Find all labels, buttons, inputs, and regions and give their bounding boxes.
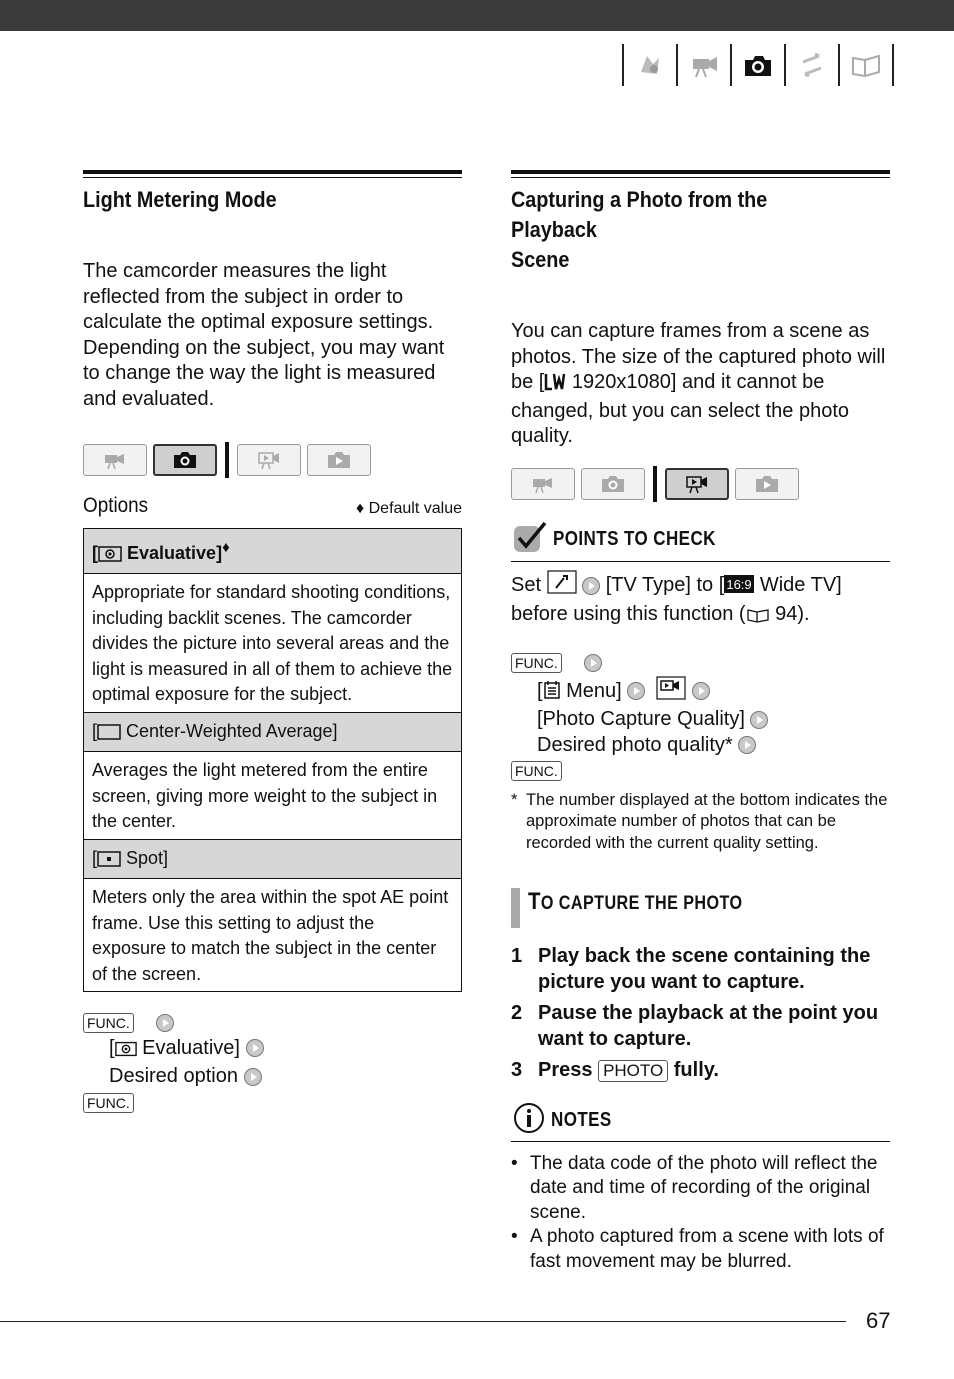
- procedure-step: [511, 676, 890, 708]
- sub-section-header: [511, 888, 890, 928]
- photo-capture-section: [511, 170, 890, 1274]
- procedure-step: [83, 1010, 462, 1036]
- lw-size-icon: [544, 371, 566, 399]
- metering-procedure: [83, 1010, 462, 1115]
- procedure-step: [83, 1064, 462, 1090]
- footnote-mark: *: [511, 790, 518, 809]
- photo-mode-icon: [153, 444, 217, 476]
- intro-part: 1920x1080] and it cannot be changed, but you can select the photo quality.: [511, 371, 850, 448]
- wide-tv-badge-text: 16:9: [726, 576, 752, 592]
- mode-availability: [511, 466, 890, 502]
- arrow-icon: [692, 682, 710, 700]
- movie-icon[interactable]: [676, 44, 730, 86]
- points-to-check-header: [511, 520, 890, 562]
- intro-text: The camcorder measures the light reflected from the subject in order to calculate the optimal exposure settings. Depending on the subject, you may want to change the way the light is measured and evaluated.: [83, 260, 445, 410]
- center-weighted-icon: [97, 722, 121, 748]
- photo-playback-mode-icon: [307, 444, 371, 476]
- section-rule: [511, 170, 890, 178]
- photo-playback-mode-icon: [735, 468, 799, 500]
- procedure-text: Desired option: [109, 1065, 238, 1088]
- procedure-step: [511, 733, 890, 759]
- points-part: 94).: [769, 602, 810, 625]
- step-number: 1: [511, 945, 523, 968]
- evaluative-metering-icon: [98, 544, 122, 570]
- reference-icon[interactable]: [838, 44, 894, 86]
- default-label: Default value: [368, 499, 462, 517]
- procedure-step: [511, 707, 890, 733]
- procedure-text: Evaluative]: [142, 1036, 240, 1059]
- section-rule: [83, 170, 462, 178]
- default-marker: ♦: [222, 538, 230, 556]
- step-part: Press: [538, 1059, 593, 1082]
- photo-mode-icon: [581, 468, 645, 500]
- mode-separator: [225, 442, 229, 478]
- list-item: [511, 1225, 890, 1274]
- movie-playback-mode-icon: [665, 468, 729, 500]
- points-title: POINTS TO CHECK: [553, 527, 716, 550]
- arrow-icon: [582, 577, 600, 595]
- movie-mode-icon: [83, 444, 147, 476]
- title-rest: O CAPTURE THE PHOTO: [540, 893, 743, 915]
- note-text: A photo captured from a scene with lots of fast movement may be blurred.: [530, 1226, 884, 1272]
- section-title: Light Metering Mode: [83, 187, 277, 212]
- bracket-open: [: [92, 847, 98, 868]
- step-text: Play back the scene containing the picture you want to capture.: [538, 945, 871, 993]
- option-name: Center-Weighted Average]: [126, 720, 338, 741]
- procedure-step: [83, 1090, 462, 1116]
- top-bar: [0, 0, 954, 31]
- notes-list: [511, 1152, 890, 1275]
- step-item: [511, 944, 890, 995]
- option-evaluative-desc: Appropriate for standard shooting conditions, including backlit scenes. The camcorder divides the picture into several areas and the light is measured in all of them to achieve the optimal exposure for the subject.: [84, 574, 462, 713]
- footnote: [511, 790, 890, 855]
- evaluative-metering-icon: [115, 1039, 137, 1065]
- points-part: Set: [511, 573, 542, 596]
- spot-metering-icon: [97, 849, 121, 875]
- procedure-step: [83, 1036, 462, 1065]
- page-number: 67: [866, 1308, 891, 1333]
- options-table: [83, 528, 462, 993]
- mode-separator: [653, 466, 657, 502]
- movie-playback-mode-icon: [237, 444, 301, 476]
- func-button[interactable]: FUNC.: [83, 1013, 134, 1033]
- step-part: fully.: [673, 1059, 719, 1082]
- movie-playback-menu-icon: [656, 676, 686, 708]
- notes-title: NOTES: [551, 1108, 612, 1131]
- step-text: [538, 1058, 719, 1084]
- bracket-open: [: [537, 679, 543, 702]
- procedure-text: Menu]: [566, 679, 622, 702]
- notes-header: [511, 1102, 890, 1142]
- points-part: [TV Type] to [: [605, 573, 725, 596]
- option-center-weighted-name: [84, 712, 462, 752]
- arrow-icon: [156, 1014, 174, 1032]
- option-evaluative-name: [84, 528, 462, 574]
- procedure-step: [511, 650, 890, 676]
- step-item: [511, 1058, 890, 1084]
- default-marker: ♦: [355, 499, 365, 517]
- points-part: Wide TV] before using this function (: [511, 573, 842, 625]
- bullet: •: [511, 1152, 518, 1174]
- checkmark-icon: [511, 520, 549, 559]
- step-item: [511, 1001, 890, 1052]
- table-row: [84, 574, 462, 713]
- step-number: 3: [511, 1059, 523, 1082]
- option-name: Evaluative]: [127, 542, 223, 563]
- mode-availability: [83, 442, 462, 478]
- list-item: [511, 1152, 890, 1226]
- footer-rule: [0, 1321, 846, 1322]
- setup-menu-icon: [547, 570, 577, 602]
- arrow-icon: [584, 654, 602, 672]
- menu-icon: [543, 680, 561, 708]
- option-center-weighted-desc: Averages the light metered from the entire screen, giving more weight to the subject in the center.: [84, 752, 462, 840]
- capture-steps: [511, 944, 890, 1084]
- photo-button[interactable]: PHOTO: [598, 1060, 668, 1082]
- title-initial: T: [528, 888, 541, 916]
- table-row: [84, 879, 462, 992]
- section-title: [511, 185, 852, 275]
- option-name: Spot]: [126, 847, 169, 868]
- arrow-icon: [750, 711, 768, 729]
- option-spot-name: [84, 839, 462, 879]
- movie-mode-icon: [511, 468, 575, 500]
- points-text: [511, 570, 890, 630]
- arrow-icon: [246, 1039, 264, 1057]
- step-number: 2: [511, 1002, 523, 1025]
- sub-section-title: [528, 888, 742, 928]
- func-button[interactable]: FUNC.: [511, 761, 562, 781]
- procedure-text: Desired photo quality*: [537, 733, 733, 756]
- book-reference-icon: [746, 605, 770, 631]
- arrow-icon: [627, 682, 645, 700]
- option-spot-desc: Meters only the area within the spot AE point frame. Use this setting to adjust the exposure to match the subject in the center of the screen.: [84, 879, 462, 992]
- light-metering-section: [83, 170, 462, 1115]
- table-row: [84, 752, 462, 840]
- section-nav-tabs: [622, 44, 894, 86]
- procedure-step: [511, 758, 890, 784]
- table-row: [84, 712, 462, 752]
- connections-icon[interactable]: [784, 44, 838, 86]
- func-button[interactable]: FUNC.: [83, 1093, 134, 1113]
- bracket-open: [: [92, 720, 98, 741]
- capture-procedure: [511, 650, 890, 784]
- options-header: [83, 494, 462, 518]
- photo-icon[interactable]: [730, 44, 784, 86]
- step-text: Pause the playback at the point you want to capture.: [538, 1002, 879, 1050]
- func-button[interactable]: FUNC.: [511, 653, 562, 673]
- table-row: [84, 839, 462, 879]
- options-label: Options: [83, 493, 149, 517]
- wide-tv-icon: [724, 574, 754, 602]
- footnote-text: The number displayed at the bottom indicates the approximate number of photos that can be recorded with the current quality setting.: [526, 790, 888, 852]
- intro-text: [511, 319, 890, 450]
- title-line: Capturing a Photo from the Playback: [511, 187, 768, 242]
- procedure-text: [Photo Capture Quality]: [537, 708, 745, 731]
- bracket-open: [: [92, 542, 98, 563]
- default-value-note: [356, 500, 462, 518]
- intro-part: You can capture frames from a scene as photos. The size of the captured photo will be [: [511, 320, 886, 394]
- note-text: The data code of the photo will reflect the date and time of recording of the original scene.: [530, 1152, 878, 1223]
- title-line: Scene: [511, 247, 570, 272]
- intro-icon[interactable]: [622, 44, 676, 86]
- info-icon: [511, 1102, 547, 1139]
- arrow-icon: [244, 1068, 262, 1086]
- bullet: •: [511, 1226, 518, 1248]
- arrow-icon: [738, 736, 756, 754]
- table-row: [84, 528, 462, 574]
- sub-section-bar: [511, 888, 520, 928]
- bracket-open: [: [109, 1036, 115, 1059]
